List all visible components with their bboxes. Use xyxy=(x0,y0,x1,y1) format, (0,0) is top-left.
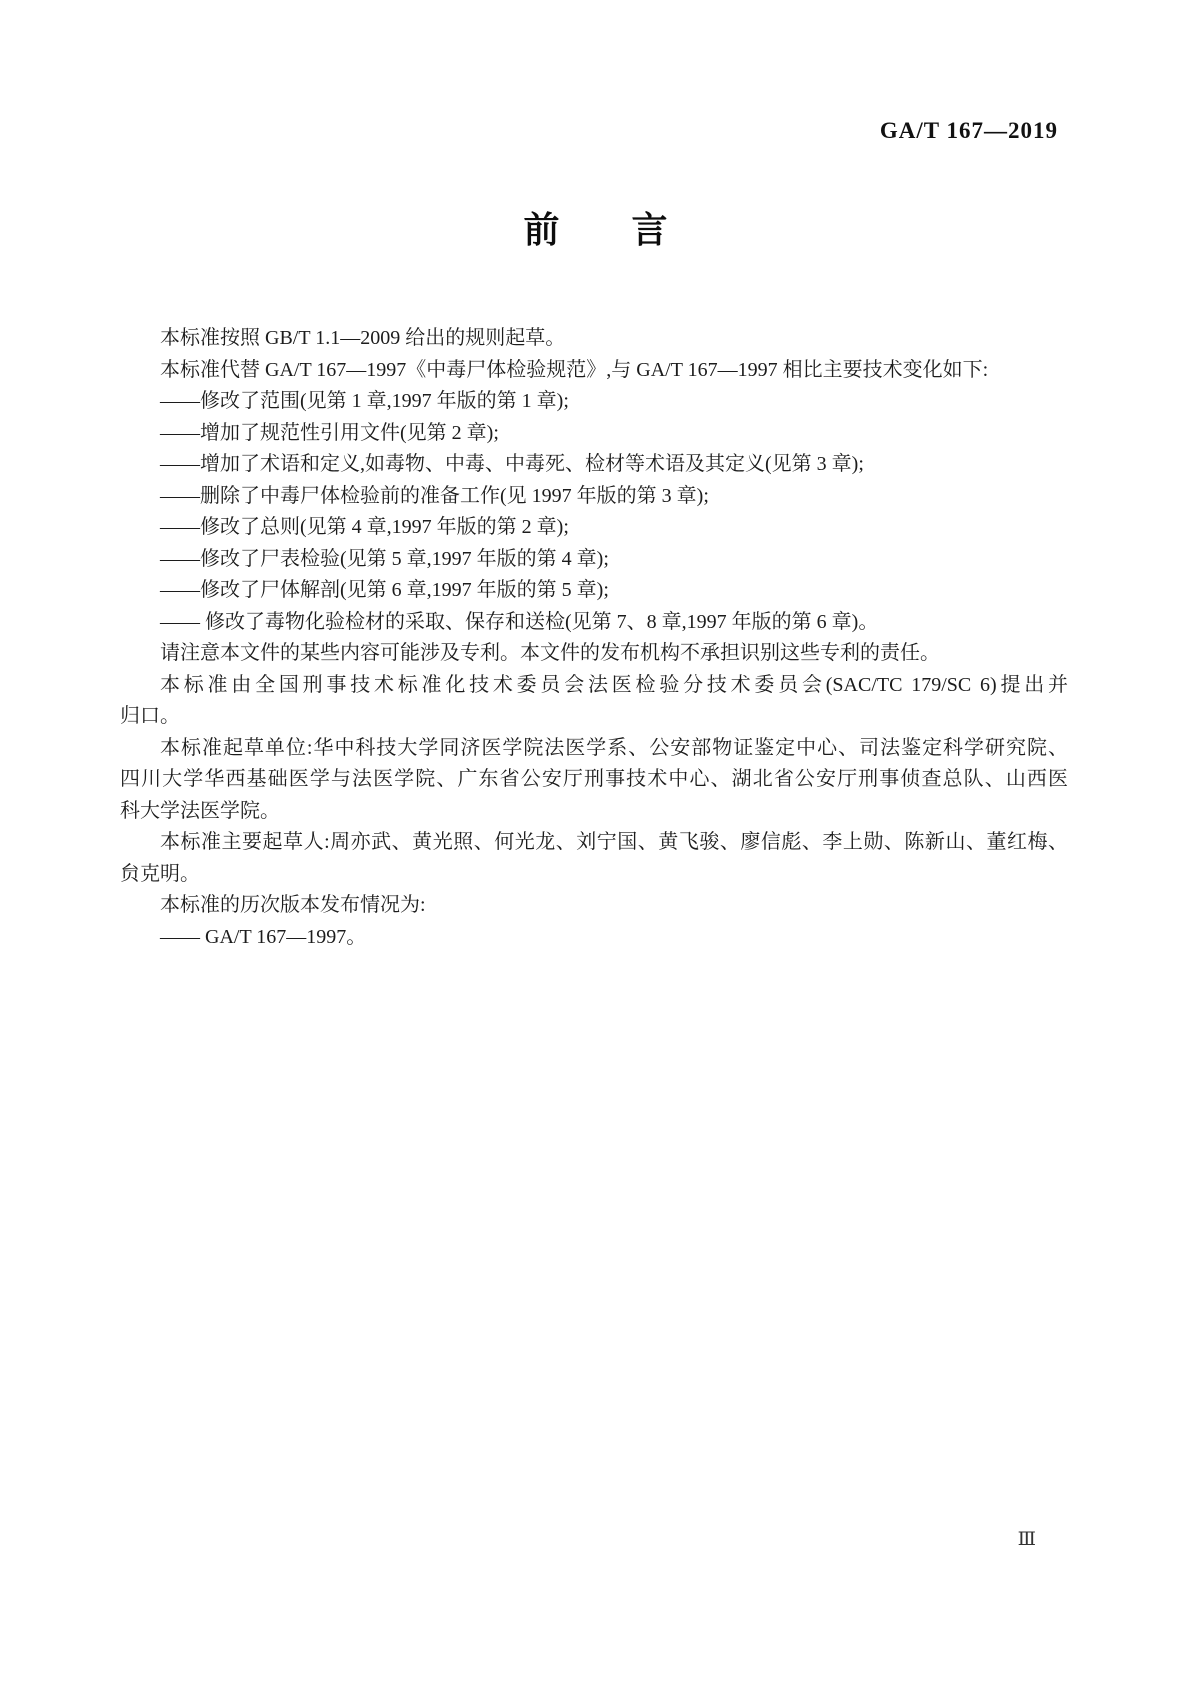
body-line: ——删除了中毒尸体检验前的准备工作(见 1997 年版的第 3 章); xyxy=(160,484,709,507)
body-line: 请注意本文件的某些内容可能涉及专利。本文件的发布机构不承担识别这些专利的责任。 xyxy=(160,642,940,664)
body-line: 本标准代替 GA/T 167—1997《中毒尸体检验规范》,与 GA/T 167—1997 相比主要技术变化如下: xyxy=(160,358,989,381)
body-line: ——修改了尸表检验(见第 5 章,1997 年版的第 4 章); xyxy=(160,547,609,570)
body-line: —— 修改了毒物化验检材的采取、保存和送检(见第 7、8 章,1997 年版的第 6 章)。 xyxy=(160,610,879,633)
body-line: 贠克明。 xyxy=(120,862,200,885)
body-line: 本标准的历次版本发布情况为: xyxy=(160,894,426,916)
body-line: ——修改了总则(见第 4 章,1997 年版的第 2 章); xyxy=(160,516,569,538)
page-title: 前 言 xyxy=(523,209,668,250)
standard-code: GA/T 167—2019 xyxy=(879,118,1058,143)
body-line: 归口。 xyxy=(120,705,180,727)
body-line: 本标准起草单位:华中科技大学同济医学院法医学系、公安部物证鉴定中心、司法鉴定科学研究院、 xyxy=(160,736,1068,759)
body-line: 本标准主要起草人:周亦武、黄光照、何光龙、刘宁国、黄飞骏、廖信彪、李上勋、陈新山、董红梅、 xyxy=(160,831,1068,853)
body-line: ——修改了范围(见第 1 章,1997 年版的第 1 章); xyxy=(160,390,569,412)
body-line: 本标准按照 GB/T 1.1—2009 给出的规则起草。 xyxy=(160,327,566,349)
body-line: 四川大学华西基础医学与法医学院、广东省公安厅刑事技术中心、湖北省公安厅刑事侦查总队、山西医 xyxy=(120,768,1068,790)
body-line: ——增加了术语和定义,如毒物、中毒、中毒死、检材等术语及其定义(见第 3 章); xyxy=(160,453,864,475)
page-number: Ⅲ xyxy=(1017,1529,1036,1550)
foreword-body xyxy=(120,323,1068,953)
body-line: ——修改了尸体解剖(见第 6 章,1997 年版的第 5 章); xyxy=(160,579,609,601)
body-line: ——增加了规范性引用文件(见第 2 章); xyxy=(160,421,499,444)
body-line: 本标准由全国刑事技术标准化技术委员会法医检验分技术委员会(SAC/TC 179/SC 6)提出并 xyxy=(160,673,1068,696)
body-line: —— GA/T 167—1997。 xyxy=(160,925,367,948)
body-line: 科大学法医学院。 xyxy=(120,799,280,822)
